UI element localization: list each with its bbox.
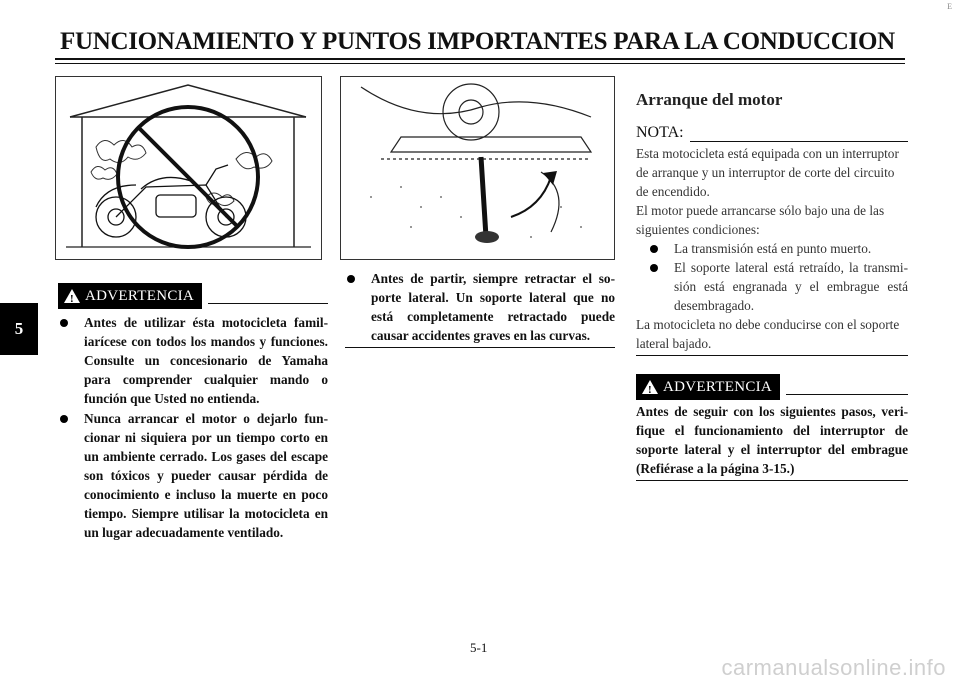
nota-header [636, 123, 908, 142]
warning-header [58, 283, 328, 309]
condition-text: La transmisión está en punto muerto. [674, 241, 872, 256]
warning-rule [208, 289, 328, 304]
bullet-text: Nunca arrancar el motor o dejarlo funcionar ni siquiera por un tiempo corto en un ambiente cerrado. Los gases del escape son tóxicos y pueder causar pérdida de conocimiento e incluso la muerte en poco tiempo. Siempre utilisar la motocicleta en un lugar adecuadamente ventilado. [84, 411, 328, 540]
section-title: Arranque del motor [636, 90, 783, 109]
warning-text: Antes de seguir con los siguientes pasos, verifique el funcionamiento del interruptor de soporte lateral y el interruptor del embrague (Refiérase a la página 3-15.) [636, 404, 908, 476]
watermark: carmanualsonline.info [721, 655, 946, 680]
bullet-icon [650, 264, 658, 272]
garage-motorcycle-prohibited-icon [56, 77, 321, 259]
paragraph: La motocicleta no debe conducirse con el soporte lateral bajado. [636, 317, 900, 351]
side-stand-retract-icon [341, 77, 614, 259]
chapter-tab: 5 [0, 303, 38, 355]
list-item [58, 313, 328, 408]
paragraph: El motor puede arrancarse sólo bajo una de las siguientes condiciones: [636, 203, 885, 237]
right-column [636, 90, 908, 481]
list-item [648, 258, 908, 315]
corner-mark: E [947, 2, 952, 11]
conditions-list [636, 239, 908, 315]
bullet-icon [650, 245, 658, 253]
warning-triangle-icon: ! [64, 289, 80, 303]
warning-label: ADVERTENCIA [85, 287, 195, 304]
bullet-icon [347, 275, 355, 283]
condition-text: El soporte lateral está retraído, la transmisión está engranada y el embrague está desembragado. [674, 260, 908, 313]
title-rule [55, 58, 905, 60]
end-rule [345, 347, 615, 348]
bullet-text: Antes de utilizar ésta motocicleta familiarícese con todos los mandos y funciones. Consulte un concesionario de Yamaha para comprender cualquier mando o función que Usted no entienda. [84, 315, 328, 406]
warning-triangle-icon: ! [642, 380, 658, 394]
list-item [345, 269, 615, 345]
title-rule-thin [55, 63, 905, 64]
nota-label: NOTA: [636, 124, 684, 141]
paragraph: Esta motocicleta está equipada con un interruptor de arranque y un interruptor de corte del circuito de encendido. [636, 146, 899, 199]
list-item [58, 409, 328, 542]
bullet-text: Antes de partir, siempre retractar el soporte lateral. Un soporte lateral que no está completamente retractado puede causar accidentes graves en las curvas. [371, 271, 615, 343]
list-item [648, 239, 908, 258]
warning-header [636, 374, 908, 400]
left-column [58, 283, 328, 542]
end-rule [636, 480, 908, 481]
page-title: FUNCIONAMIENTO Y PUNTOS IMPORTANTES PARA LA CONDUCCION [60, 28, 895, 55]
warning-badge [636, 374, 780, 400]
warning-badge [58, 283, 202, 309]
warning-rule [786, 380, 908, 395]
page-number: 5-1 [470, 640, 488, 655]
warning-label: ADVERTENCIA [663, 378, 773, 395]
bullet-icon [60, 415, 68, 423]
bullet-icon [60, 319, 68, 327]
middle-column [345, 269, 615, 348]
nota-rule [690, 129, 908, 142]
side-stand-illustration [340, 76, 615, 260]
garage-warning-illustration [55, 76, 322, 260]
